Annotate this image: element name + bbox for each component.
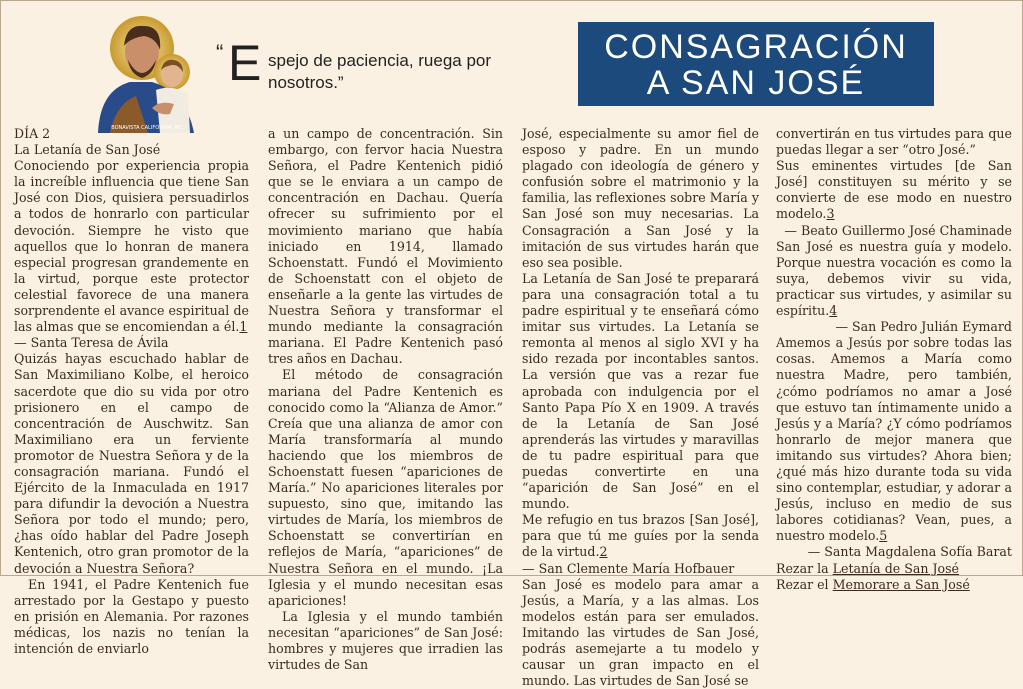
paragraph: San José es modelo para amar a Jesús, a María, y a las almas. Los modelos están para ser emulados. Imitando las virtudes de San José, podrás asemejarte a tu modelo y causar un gran impacto en el mundo. Las virtudes de San José se [522,576,759,689]
paragraph: La Iglesia y el mundo también necesitan “apariciones” de San José: hombres y mujeres que irradien las virtudes de San [268,608,503,673]
paragraph: a un campo de concentración. Sin embargo, con fervor hacia Nuestra Señora, el Padre Kentenich pidió que se le enviara a un campo de concentración en Dachau. Quería ofrecer su sufrimiento por el movimiento mariano que había iniciado en 1914, llamado Schoenstatt. Fundó el Movimiento de Schoenstatt con el objeto de enseñarle a la gente las virtudes de Nuestra Señora y transformar el mundo mediante la consagración mariana. El Padre Kentenich pasó tres años en Dachau. [268,126,503,367]
banner-line-2: A SAN JOSÉ [646,64,866,102]
footnote-ref: 4 [829,303,838,319]
footnote-ref: 2 [599,544,608,560]
paragraph: El método de consagración mariana del Padre Kentenich es conocido como la “Alianza de Amor.” Creía que una alianza de amor con María transformaría al mundo haciendo que los miembros de Schoenstatt fuesen “apariciones de María.” No apariciones literales por supuesto, sino que, imitando las virtudes de María, los miembros de Schoenstatt se convertirían en reflejos de María, “apariciones” de Nuestra Señora en el mundo. ¡La Iglesia y el mundo necesitan esas apariciones! [268,367,503,608]
quote-drop-cap: E [228,35,262,91]
saint-joseph-icon-image [90,12,208,133]
quote-attribution: — Santa Teresa de Ávila [14,335,169,351]
column-1 [14,126,249,657]
banner-line-1: CONSAGRACIÓN [604,28,908,66]
image-caption: BONAVISTA CALIFORNIA, INC. [111,125,185,131]
footnote-ref: 3 [826,206,835,222]
day-heading: DÍA 2 [14,126,51,141]
footnote-ref: 1 [239,319,248,335]
paragraph: Me refugio en tus brazos [San José], para que tú me guíes por la senda de la virtud.2 [522,512,759,560]
prayer-line: Rezar la Letanía de San José [776,560,960,576]
paragraph: convertirán en tus virtudes para que puedas llegar a ser “otro José.” [776,126,1012,158]
column-3 [522,126,759,689]
saint-joseph-and-child-icon [90,12,208,133]
prayer-line: Rezar el Memorare a San José [776,576,970,592]
column-4 [776,126,1012,593]
column-2 [268,126,503,673]
quote-open-mark: “ [216,40,224,65]
paragraph: José, especialmente su amor fiel de esposo y padre. En un mundo plagado con ideología de género y confusión sobre el matrimonio y la familia, las reflexiones sobre María y San José son muy necesarias. La Consagración a San José y la imitación de sus virtudes harán que eso sea posible. [522,126,759,270]
memorare-link[interactable]: Memorare a San José [832,576,970,592]
quote-attribution: — Beato Guillermo José Chaminade [784,222,1012,238]
paragraph: La Letanía de San José te preparará para una consagración total a tu padre espiritual y te enseñará cómo imitar sus virtudes. La Letanía se remonta al menos al siglo XVI y ha sido rezada por incontables santos. La versión que vas a rezar fue aprobada con indulgencia por el Santo Papa Pío X en 1909. A través de la Letanía de San José aprenderás las virtudes y maravillas de tu padre espiritual para que puedas convertirte en una “aparición de San José” en el mundo. [522,270,759,512]
quote-attribution: — San Pedro Julián Eymard [835,319,1012,335]
litany-link[interactable]: Letanía de San José [832,560,960,576]
footnote-ref: 5 [879,528,888,544]
paragraph: Conociendo por experiencia propia la increíble influencia que tiene San José con Dios, quisiera persuadirlos a todos de honrarlo con particular devoción. Siempre he visto que aquellos que lo honran de manera especial progresan grandemente en la virtud, porque este protector celestial favorece de una manera sorprendente el avance espiritual de las almas que se encomiendan a él.1 [14,158,249,335]
paragraph: Amemos a Jesús por sobre todas las cosas. Amemos a María como nuestra Madre, pero también, ¿cómo podríamos no amar a José que estuvo tan íntimamente unido a Jesús y a María? ¿Y cómo podríamos honrarlo de mejor manera que imitando sus virtudes? Ahora bien; ¿qué más hizo durante toda su vida sino contemplar, estudiar, y adorar a Jesús, incluso en medio de sus labores cotidianas? Vean, pues, a nuestro modelo.5 [776,335,1012,544]
paragraph: En 1941, el Padre Kentenich fue arrestado por la Gestapo y puesto en prisión en Alemania. Por razones médicas, los nazis no tenían la intención de enviarlo [14,576,249,656]
title-banner [578,22,934,106]
paragraph: Quizás hayas escuchado hablar de San Maximiliano Kolbe, el heroico sacerdote que dio su vida por otro prisionero en el campo de concentración de Auschwitz. San Maximiliano era un ferviente promotor de Nuestra Señora y de la consagración mariana. Fundó el Ejército de la Inmaculada en 1917 para difundir la devoción a Nuestra Señora por todo el mundo; pero, ¿has oído hablar del Padre Joseph Kentenich, otro gran promotor de la devoción a Nuestra Señora? [14,351,249,576]
quote-text: spejo de paciencia, ruega por nosotros.” [268,51,492,92]
paragraph: Sus eminentes virtudes [de San José] constituyen su mérito y se convierte de ese modo en nuestro modelo.3 [776,158,1012,222]
quote-attribution: — San Clemente María Hofbauer [522,560,735,576]
section-subtitle: La Letanía de San José [14,142,161,158]
paragraph: San José es nuestra guía y modelo. Porque nuestra vocación es como la suya, debemos vivir su vida, practicar sus virtudes, y asimilar su espíritu.4 [776,238,1012,319]
quote-attribution: — Santa Magdalena Sofía Barat [807,544,1012,560]
